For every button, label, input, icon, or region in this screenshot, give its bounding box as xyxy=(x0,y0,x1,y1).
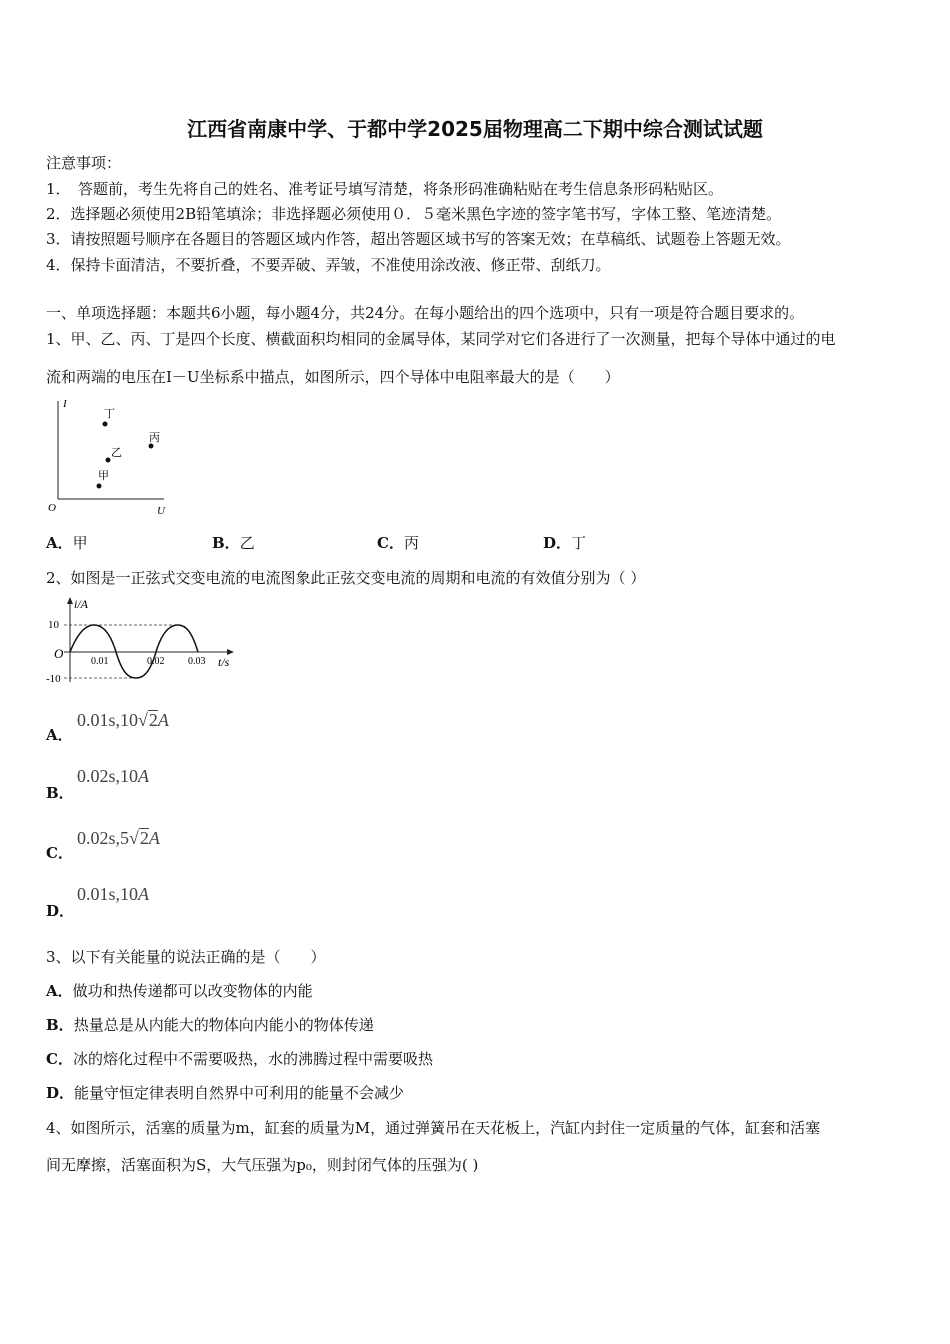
notice-heading: 注意事项： xyxy=(46,154,122,172)
point-label: 乙 xyxy=(111,447,122,459)
notice-item: 4．保持卡面清洁，不要折叠，不要弄破、弄皱，不准使用涂改液、修正带、刮纸刀。 xyxy=(46,256,611,274)
q2-option-b[interactable] xyxy=(46,782,74,803)
y-axis-arrow xyxy=(67,597,73,604)
x-axis-label: U xyxy=(157,505,165,517)
option-label: B． xyxy=(46,1016,74,1034)
y-tick-label: -10 xyxy=(46,673,61,685)
q2-option-d[interactable] xyxy=(46,900,74,921)
q1-options xyxy=(46,532,746,552)
question-3-text: 3、以下有关能量的说法正确的是（ ） xyxy=(46,948,326,966)
option-value: 0.02s,5 xyxy=(77,828,130,848)
x-tick-label: 0.02 xyxy=(147,656,165,667)
x-axis-label: t/s xyxy=(218,655,230,669)
y-axis-label: I xyxy=(63,398,67,410)
point-yi xyxy=(106,458,111,463)
point-label: 丙 xyxy=(149,432,160,444)
option-text: 甲 xyxy=(72,534,88,552)
option-label: A． xyxy=(46,534,73,552)
question-4-text: 4、如图所示，活塞的质量为m，缸套的质量为M，通过弹簧吊在天花板上，汽缸内封住一定质量的气体，缸套和活塞 xyxy=(46,1119,821,1137)
option-text: 丙 xyxy=(403,534,419,552)
q2-option-b-value xyxy=(77,766,149,787)
exam-title: 江西省南康中学、于都中学2025届物理高二下期中综合测试试题 xyxy=(187,117,763,141)
radicand: 2 xyxy=(148,710,158,730)
q3-option-c[interactable] xyxy=(46,1048,433,1069)
sqrt: √2 xyxy=(129,828,149,848)
q3-option-b[interactable] xyxy=(46,1014,374,1035)
question-2-text: 2、如图是一正弦式交变电流的电流图象此正弦交变电流的周期和电流的有效值分别为（ ） xyxy=(46,569,646,587)
option-value: 0.02s,10 xyxy=(77,766,139,786)
q2-option-c[interactable] xyxy=(46,842,73,863)
option-text: 乙 xyxy=(239,534,255,552)
option-label: C． xyxy=(377,534,404,552)
point-bing xyxy=(149,444,154,449)
option-text: 做功和热传递都可以改变物体的内能 xyxy=(72,982,313,1000)
option-label: A． xyxy=(46,982,73,1000)
unit: A xyxy=(138,884,150,904)
notice-item: 2．选择题必须使用2B铅笔填涂；非选择题必须使用０．５毫米黑色字迹的签字笔书写，字体工整、笔迹清楚。 xyxy=(46,205,782,223)
x-tick-label: 0.03 xyxy=(188,656,206,667)
option-text: 热量总是从内能大的物体向内能小的物体传递 xyxy=(73,1016,374,1034)
sqrt: √2 xyxy=(138,710,158,730)
option-text: 丁 xyxy=(571,534,587,552)
q3-option-a[interactable] xyxy=(46,980,313,1001)
unit: A xyxy=(148,828,160,848)
point-ding xyxy=(103,422,108,427)
section-heading: 一、单项选择题：本题共6小题，每小题4分，共24分。在每小题给出的四个选项中，只有一项是符合题目要求的。 xyxy=(46,304,805,322)
option-label: C． xyxy=(46,844,73,862)
point-jia xyxy=(97,484,102,489)
question-1-text: 1、甲、乙、丙、丁是四个长度、横截面积均相同的金属导体，某同学对它们各进行了一次测量，把每个导体中通过的电 xyxy=(46,330,836,348)
option-label: D． xyxy=(543,534,572,552)
option-label: D． xyxy=(46,1084,75,1102)
y-tick-label: 10 xyxy=(48,619,59,631)
unit: A xyxy=(138,766,150,786)
option-label: B． xyxy=(212,534,240,552)
q2-option-a-value xyxy=(77,710,169,731)
option-value: 0.01s,10 xyxy=(77,710,139,730)
q2-option-d-value xyxy=(77,884,149,905)
origin-label: O xyxy=(54,646,64,661)
question-1-text-cont: 流和两端的电压在I－U坐标系中描点，如图所示，四个导体中电阻率最大的是（ ） xyxy=(46,368,620,386)
unit: A xyxy=(157,710,169,730)
option-label: C． xyxy=(46,1050,73,1068)
option-value: 0.01s,10 xyxy=(77,884,139,904)
radicand: 2 xyxy=(139,828,149,848)
option-label: B． xyxy=(46,784,74,802)
q3-option-d[interactable] xyxy=(46,1082,404,1103)
point-label: 甲 xyxy=(98,470,109,482)
point-label: 丁 xyxy=(104,408,115,420)
q2-option-a[interactable] xyxy=(46,724,73,745)
notice-item: 3．请按照题号顺序在各题目的答题区域内作答，超出答题区域书写的答案无效；在草稿纸、试题卷上答题无效。 xyxy=(46,230,791,248)
origin-label: O xyxy=(48,502,56,514)
y-axis-label: i/A xyxy=(74,597,88,611)
x-tick-label: 0.01 xyxy=(91,656,109,667)
option-label: D． xyxy=(46,902,75,920)
q1-option-c[interactable] xyxy=(377,532,419,553)
notice-item: 1． 答题前，考生先将自己的姓名、准考证号填写清楚，将条形码准确粘贴在考生信息条形码粘贴区。 xyxy=(46,180,724,198)
option-label: A． xyxy=(46,726,73,744)
q1-option-d[interactable] xyxy=(543,532,586,553)
q2-sine-graph xyxy=(44,594,240,690)
option-text: 冰的熔化过程中不需要吸热，水的沸腾过程中需要吸热 xyxy=(72,1050,433,1068)
q1-iu-graph xyxy=(44,393,184,518)
option-text: 能量守恒定律表明自然界中可利用的能量不会减少 xyxy=(74,1084,405,1102)
q1-option-b[interactable] xyxy=(212,532,255,553)
q1-option-a[interactable] xyxy=(46,532,88,553)
question-4-text-cont: 间无摩擦，活塞面积为S，大气压强为p₀，则封闭气体的压强为( ) xyxy=(46,1156,479,1174)
q2-option-c-value xyxy=(77,828,160,849)
